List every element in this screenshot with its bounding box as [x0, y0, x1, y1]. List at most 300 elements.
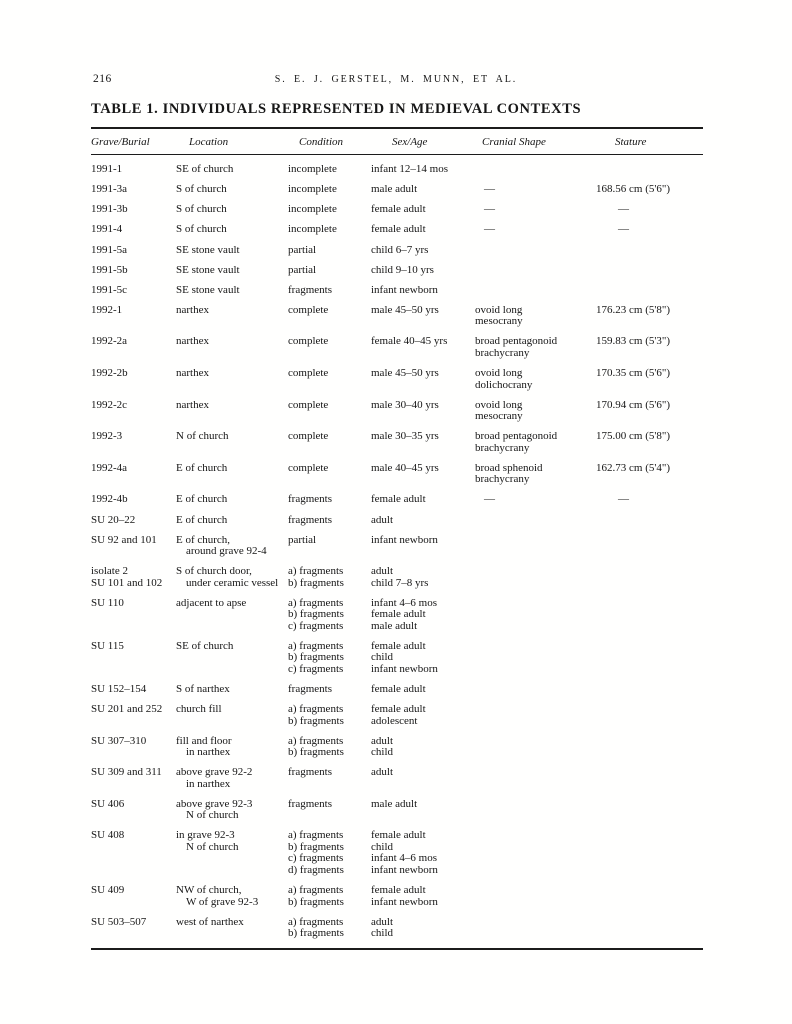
text-line: 1992-2a	[91, 335, 128, 348]
cell-sex_age	[371, 704, 475, 727]
text-line: complete	[288, 430, 329, 443]
cell-stature	[596, 598, 703, 633]
text-line: c) fragments	[288, 852, 344, 865]
cell-stature	[596, 164, 703, 176]
text-line: b) fragments	[288, 576, 344, 589]
cell-condition	[288, 368, 371, 391]
cell-condition	[288, 566, 371, 589]
missing-value: —	[484, 223, 495, 236]
table-row	[91, 535, 703, 558]
cell-sex_age	[371, 917, 475, 940]
column-header-cranial: Cranial Shape	[482, 136, 546, 148]
cell-condition	[288, 598, 371, 633]
cell-location	[176, 164, 288, 176]
cell-condition	[288, 336, 371, 359]
text-line: SU 406	[91, 797, 125, 810]
text-line: child 6–7 yrs	[371, 243, 429, 256]
text-line: SE of church	[176, 639, 234, 652]
table-container	[91, 101, 703, 950]
text-line: SE stone vault	[176, 283, 240, 296]
cell-grave	[91, 265, 176, 277]
text-line: 176.23 cm (5'8")	[596, 303, 670, 316]
cell-grave	[91, 684, 176, 696]
text-line: d) fragments	[288, 863, 344, 876]
text-line: ovoid long	[475, 398, 523, 411]
cell-sex_age	[371, 265, 475, 277]
cell-condition	[288, 305, 371, 328]
cell-condition	[288, 515, 371, 527]
text-line: b) fragments	[288, 714, 344, 727]
text-line: child	[371, 746, 393, 759]
text-line: adjacent to apse	[176, 596, 247, 609]
text-line: W of grave 92-3	[186, 895, 259, 908]
text-line: 162.73 cm (5'4")	[596, 461, 670, 474]
cell-cranial	[475, 224, 596, 236]
cell-condition	[288, 736, 371, 759]
cell-sex_age	[371, 515, 475, 527]
cell-grave	[91, 598, 176, 633]
text-line: child	[371, 927, 393, 940]
cell-sex_age	[371, 245, 475, 257]
text-line: female adult	[371, 493, 426, 506]
cell-cranial	[475, 736, 596, 759]
table-row	[91, 463, 703, 486]
text-line: male adult	[371, 797, 418, 810]
cell-grave	[91, 184, 176, 196]
table-row	[91, 431, 703, 454]
table-row	[91, 285, 703, 297]
rule-bottom	[91, 948, 703, 950]
text-line: S of narthex	[176, 682, 230, 695]
text-line: fill and floor	[176, 734, 232, 747]
text-line: brachycrany	[475, 473, 530, 486]
text-line: dolichocrany	[475, 378, 533, 391]
table-body	[91, 155, 703, 939]
cell-stature	[596, 368, 703, 391]
cell-stature	[596, 767, 703, 790]
cell-stature	[596, 400, 703, 423]
missing-value: —	[484, 493, 495, 506]
cell-sex_age	[371, 431, 475, 454]
text-line: child 9–10 yrs	[371, 263, 434, 276]
table-row	[91, 265, 703, 277]
cell-stature	[596, 305, 703, 328]
text-line: b) fragments	[288, 927, 344, 940]
text-line: S of church	[176, 203, 227, 216]
table-row	[91, 368, 703, 391]
cell-cranial	[475, 164, 596, 176]
cell-location	[176, 494, 288, 506]
text-line: SE of church	[176, 163, 234, 176]
text-line: S of church door,	[176, 565, 252, 578]
text-line: 1992-2b	[91, 367, 128, 380]
table-row	[91, 885, 703, 908]
cell-sex_age	[371, 164, 475, 176]
text-line: b) fragments	[288, 608, 344, 621]
cell-grave	[91, 305, 176, 328]
cell-location	[176, 245, 288, 257]
cell-cranial	[475, 598, 596, 633]
text-line: female adult	[371, 682, 426, 695]
cell-condition	[288, 830, 371, 876]
table-row	[91, 684, 703, 696]
cell-condition	[288, 704, 371, 727]
text-line: 1991-5c	[91, 283, 128, 296]
text-line: SU 101 and 102	[91, 576, 163, 589]
cell-cranial	[475, 767, 596, 790]
text-line: female adult	[371, 703, 426, 716]
cell-sex_age	[371, 736, 475, 759]
cell-sex_age	[371, 494, 475, 506]
text-line: incomplete	[288, 163, 337, 176]
table-row	[91, 184, 703, 196]
cell-stature	[596, 463, 703, 486]
cell-cranial	[475, 305, 596, 328]
text-line: child	[371, 651, 393, 664]
cell-condition	[288, 684, 371, 696]
table-row	[91, 704, 703, 727]
text-line: ovoid long	[475, 367, 523, 380]
cell-sex_age	[371, 336, 475, 359]
text-line: fragments	[288, 766, 332, 779]
text-line: N of church	[186, 840, 239, 853]
cell-stature	[596, 285, 703, 297]
text-line: 1992-3	[91, 430, 123, 443]
cell-stature	[596, 336, 703, 359]
text-line: female adult	[371, 223, 426, 236]
text-line: a) fragments	[288, 639, 344, 652]
cell-cranial	[475, 265, 596, 277]
text-line: narthex	[176, 303, 209, 316]
text-line: E of church	[176, 461, 228, 474]
running-head: S. E. J. GERSTEL, M. MUNN, ET AL.	[274, 74, 518, 85]
cell-condition	[288, 245, 371, 257]
cell-condition	[288, 224, 371, 236]
text-line: SU 201 and 252	[91, 703, 163, 716]
text-line: broad pentagonoid	[475, 335, 558, 348]
missing-value: —	[484, 183, 495, 196]
text-line: brachycrany	[475, 441, 530, 454]
cell-sex_age	[371, 799, 475, 822]
cell-condition	[288, 641, 371, 676]
text-line: male 40–45 yrs	[371, 461, 439, 474]
text-line: E of church	[176, 493, 228, 506]
cell-condition	[288, 799, 371, 822]
table-row	[91, 641, 703, 676]
cell-sex_age	[371, 684, 475, 696]
cell-condition	[288, 885, 371, 908]
text-line: partial	[288, 243, 317, 256]
cell-cranial	[475, 463, 596, 486]
cell-stature	[596, 494, 703, 506]
cell-grave	[91, 704, 176, 727]
text-line: SU 115	[91, 639, 124, 652]
text-line: 159.83 cm (5'3")	[596, 335, 670, 348]
text-line: child	[371, 840, 393, 853]
text-line: 175.00 cm (5'8")	[596, 430, 670, 443]
cell-sex_age	[371, 535, 475, 558]
text-line: infant newborn	[371, 895, 438, 908]
cell-cranial	[475, 799, 596, 822]
table-row	[91, 494, 703, 506]
text-line: b) fragments	[288, 895, 344, 908]
text-line: adult	[371, 915, 393, 928]
cell-grave	[91, 400, 176, 423]
text-line: SU 503–507	[91, 915, 147, 928]
text-line: infant newborn	[371, 533, 438, 546]
cell-location	[176, 917, 288, 940]
text-line: female adult	[371, 608, 426, 621]
text-line: S of church	[176, 183, 227, 196]
text-line: infant 4–6 mos	[371, 596, 437, 609]
text-line: 1991-1	[91, 163, 123, 176]
cell-location	[176, 885, 288, 908]
table-row	[91, 767, 703, 790]
table-row	[91, 245, 703, 257]
cell-condition	[288, 767, 371, 790]
cell-cranial	[475, 368, 596, 391]
cell-grave	[91, 641, 176, 676]
cell-stature	[596, 736, 703, 759]
cell-location	[176, 368, 288, 391]
cell-grave	[91, 767, 176, 790]
cell-location	[176, 204, 288, 216]
cell-condition	[288, 463, 371, 486]
text-line: a) fragments	[288, 734, 344, 747]
page-number: 216	[93, 73, 112, 85]
text-line: church fill	[176, 703, 222, 716]
text-line: child 7–8 yrs	[371, 576, 429, 589]
text-line: under ceramic vessel	[186, 576, 279, 589]
text-line: NW of church,	[176, 884, 242, 897]
text-line: in narthex	[186, 746, 231, 759]
text-line: a) fragments	[288, 703, 344, 716]
text-line: 170.35 cm (5'6")	[596, 367, 670, 380]
text-line: b) fragments	[288, 651, 344, 664]
cell-grave	[91, 885, 176, 908]
cell-condition	[288, 285, 371, 297]
cell-sex_age	[371, 463, 475, 486]
text-line: in narthex	[186, 777, 231, 790]
cell-location	[176, 799, 288, 822]
text-line: b) fragments	[288, 840, 344, 853]
missing-value: —	[484, 203, 495, 216]
text-line: E of church,	[176, 533, 231, 546]
text-line: broad sphenoid	[475, 461, 543, 474]
text-line: complete	[288, 303, 329, 316]
cell-location	[176, 598, 288, 633]
text-line: SU 307–310	[91, 734, 147, 747]
text-line: a) fragments	[288, 596, 344, 609]
text-line: 1991-4	[91, 223, 123, 236]
cell-location	[176, 515, 288, 527]
cell-stature	[596, 917, 703, 940]
text-line: 1991-3b	[91, 203, 128, 216]
cell-grave	[91, 204, 176, 216]
table-row	[91, 336, 703, 359]
text-line: 1992-1	[91, 303, 123, 316]
table-header-row	[91, 129, 703, 154]
text-line: c) fragments	[288, 662, 344, 675]
cell-location	[176, 184, 288, 196]
cell-location	[176, 641, 288, 676]
text-line: narthex	[176, 335, 209, 348]
text-line: male 45–50 yrs	[371, 303, 439, 316]
cell-sex_age	[371, 204, 475, 216]
text-line: fragments	[288, 493, 332, 506]
text-line: narthex	[176, 367, 209, 380]
cell-condition	[288, 265, 371, 277]
text-line: 1991-3a	[91, 183, 128, 196]
column-header-location: Location	[189, 136, 229, 148]
text-line: infant newborn	[371, 662, 438, 675]
cell-condition	[288, 535, 371, 558]
cell-location	[176, 830, 288, 876]
cell-cranial	[475, 830, 596, 876]
cell-grave	[91, 368, 176, 391]
text-line: brachycrany	[475, 346, 530, 359]
cell-cranial	[475, 704, 596, 727]
cell-grave	[91, 535, 176, 558]
text-line: SE stone vault	[176, 263, 240, 276]
cell-grave	[91, 336, 176, 359]
cell-stature	[596, 515, 703, 527]
cell-condition	[288, 164, 371, 176]
cell-cranial	[475, 641, 596, 676]
text-line: partial	[288, 533, 317, 546]
text-line: a) fragments	[288, 829, 344, 842]
cell-stature	[596, 245, 703, 257]
text-line: b) fragments	[288, 746, 344, 759]
cell-stature	[596, 684, 703, 696]
cell-sex_age	[371, 305, 475, 328]
text-line: infant newborn	[371, 283, 438, 296]
text-line: infant newborn	[371, 863, 438, 876]
text-line: male 45–50 yrs	[371, 367, 439, 380]
table-row	[91, 736, 703, 759]
table-row	[91, 830, 703, 876]
text-line: a) fragments	[288, 884, 344, 897]
cell-cranial	[475, 184, 596, 196]
cell-cranial	[475, 494, 596, 506]
text-line: 1992-2c	[91, 398, 128, 411]
text-line: fragments	[288, 682, 332, 695]
text-line: a) fragments	[288, 915, 344, 928]
text-line: SU 152–154	[91, 682, 147, 695]
cell-grave	[91, 224, 176, 236]
cell-cranial	[475, 515, 596, 527]
text-line: male adult	[371, 619, 418, 632]
cell-cranial	[475, 431, 596, 454]
text-line: complete	[288, 461, 329, 474]
cell-grave	[91, 830, 176, 876]
cell-sex_age	[371, 767, 475, 790]
cell-sex_age	[371, 285, 475, 297]
text-line: complete	[288, 398, 329, 411]
cell-location	[176, 431, 288, 454]
text-line: female adult	[371, 829, 426, 842]
cell-grave	[91, 494, 176, 506]
cell-stature	[596, 641, 703, 676]
cell-stature	[596, 431, 703, 454]
text-line: female adult	[371, 203, 426, 216]
cell-grave	[91, 245, 176, 257]
table-row	[91, 799, 703, 822]
text-line: infant 4–6 mos	[371, 852, 437, 865]
cell-condition	[288, 431, 371, 454]
text-line: 1992-4a	[91, 461, 128, 474]
text-line: partial	[288, 263, 317, 276]
text-line: incomplete	[288, 203, 337, 216]
text-line: male 30–40 yrs	[371, 398, 439, 411]
cell-grave	[91, 164, 176, 176]
column-header-condition: Condition	[299, 136, 344, 148]
cell-stature	[596, 885, 703, 908]
text-line: N of church	[186, 809, 239, 822]
text-line: above grave 92-3	[176, 797, 253, 810]
column-header-stature: Stature	[615, 136, 647, 148]
cell-sex_age	[371, 598, 475, 633]
cell-sex_age	[371, 184, 475, 196]
text-line: SU 409	[91, 884, 125, 897]
cell-condition	[288, 917, 371, 940]
cell-sex_age	[371, 885, 475, 908]
cell-location	[176, 305, 288, 328]
text-line: 168.56 cm (5'6")	[596, 183, 670, 196]
text-line: adult	[371, 513, 393, 526]
cell-cranial	[475, 285, 596, 297]
cell-location	[176, 400, 288, 423]
cell-grave	[91, 736, 176, 759]
text-line: adult	[371, 766, 393, 779]
text-line: SU 92 and 101	[91, 533, 157, 546]
cell-location	[176, 285, 288, 297]
text-line: complete	[288, 367, 329, 380]
table-row	[91, 400, 703, 423]
text-line: west of narthex	[176, 915, 244, 928]
cell-condition	[288, 204, 371, 216]
table-row	[91, 515, 703, 527]
text-line: female adult	[371, 884, 426, 897]
text-line: incomplete	[288, 183, 337, 196]
text-line: fragments	[288, 283, 332, 296]
cell-cranial	[475, 917, 596, 940]
text-line: adult	[371, 734, 393, 747]
text-line: fragments	[288, 513, 332, 526]
text-line: SU 309 and 311	[91, 766, 162, 779]
text-line: isolate 2	[91, 565, 128, 578]
text-line: 1991-5b	[91, 263, 128, 276]
cell-condition	[288, 494, 371, 506]
cell-stature	[596, 265, 703, 277]
text-line: SU 110	[91, 596, 124, 609]
cell-location	[176, 566, 288, 589]
cell-location	[176, 767, 288, 790]
text-line: mesocrany	[475, 315, 523, 328]
cell-location	[176, 535, 288, 558]
text-line: fragments	[288, 797, 332, 810]
text-line: S of church	[176, 223, 227, 236]
text-line: c) fragments	[288, 619, 344, 632]
cell-stature	[596, 184, 703, 196]
table-row	[91, 204, 703, 216]
text-line: complete	[288, 335, 329, 348]
table-title: TABLE 1. INDIVIDUALS REPRESENTED IN MEDIEVAL CONTEXTS	[91, 101, 582, 117]
cell-sex_age	[371, 641, 475, 676]
cell-cranial	[475, 535, 596, 558]
cell-cranial	[475, 245, 596, 257]
column-header-sex_age: Sex/Age	[392, 136, 428, 148]
